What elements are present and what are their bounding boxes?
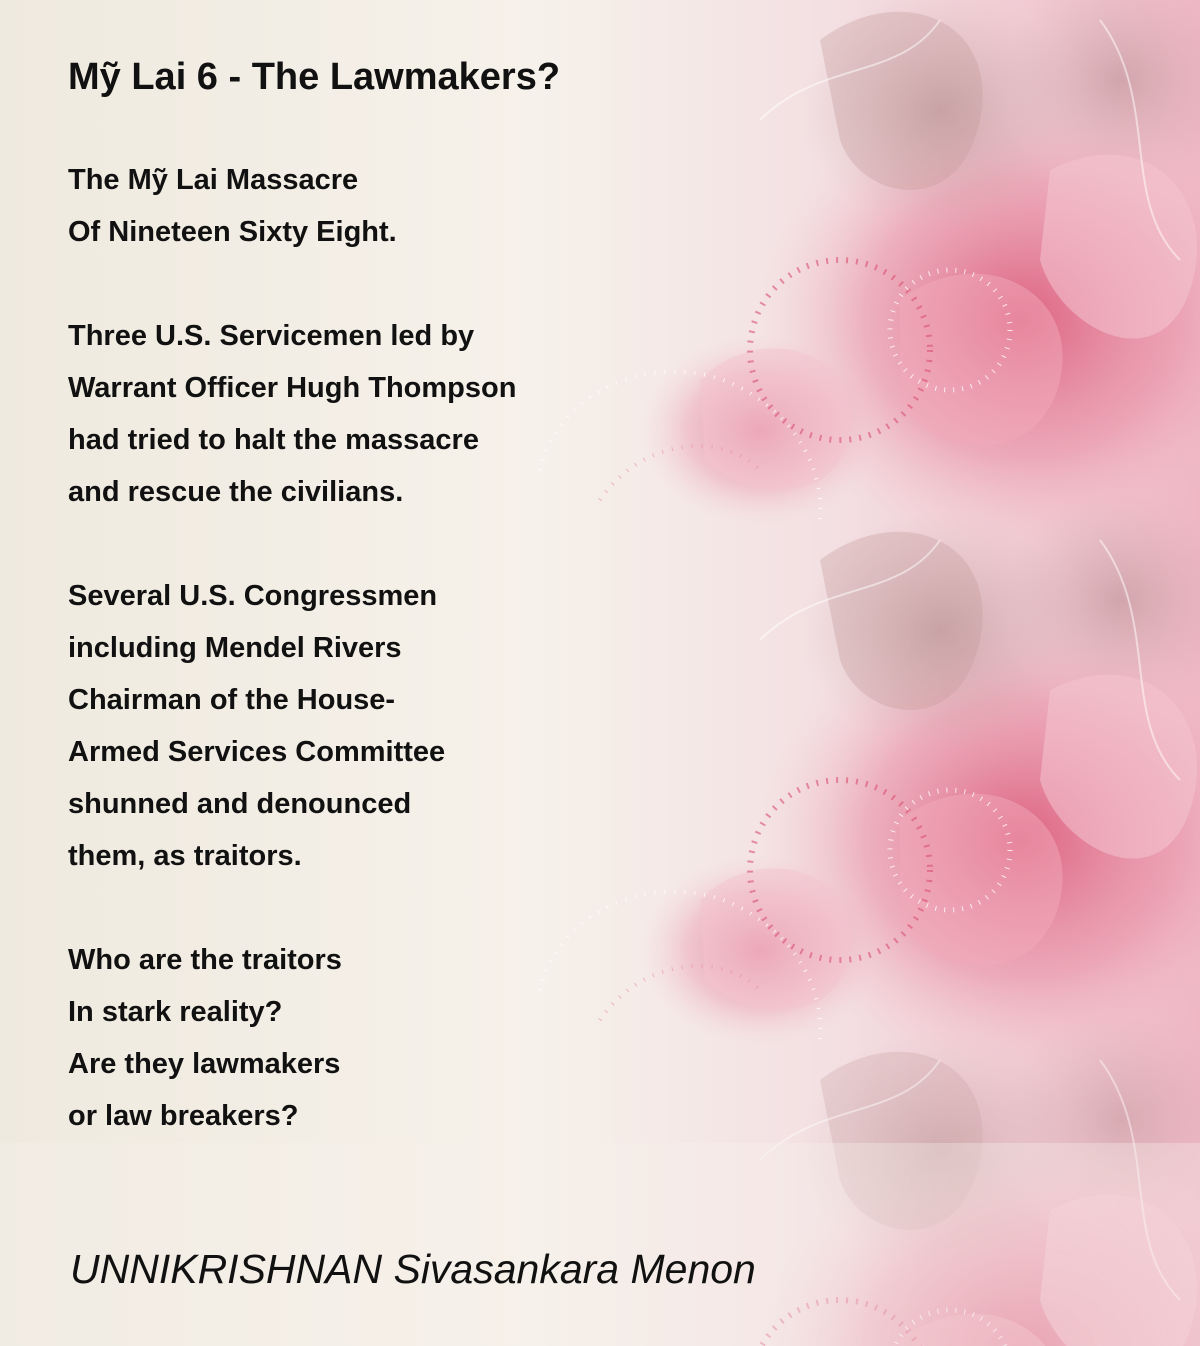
poem-title: Mỹ Lai 6 - The Lawmakers?	[68, 56, 561, 98]
poem-line: Chairman of the House-	[68, 684, 396, 716]
poem-line: or law breakers?	[68, 1100, 299, 1132]
poem-line: them, as traitors.	[68, 840, 302, 872]
poem-line: Who are the traitors	[68, 944, 342, 976]
poem-line: shunned and denounced	[68, 788, 412, 820]
poem-line: Warrant Officer Hugh Thompson	[68, 372, 517, 404]
poem-line: had tried to halt the massacre	[68, 424, 479, 456]
poem-line: The Mỹ Lai Massacre	[68, 164, 359, 196]
stanza-break	[68, 518, 708, 570]
poem-line: including Mendel Rivers	[68, 632, 402, 664]
poem-line: In stark reality?	[68, 996, 283, 1028]
poem-line: Armed Services Committee	[68, 736, 446, 768]
stanza-break	[68, 258, 708, 310]
poem-line: Are they lawmakers	[68, 1048, 341, 1080]
poem-line: Several U.S. Congressmen	[68, 580, 438, 612]
poem-body	[68, 154, 708, 1142]
poem-line: Of Nineteen Sixty Eight.	[68, 216, 397, 248]
poem-line: Three U.S. Servicemen led by	[68, 320, 475, 352]
poem-line: and rescue the civilians.	[68, 476, 404, 508]
poem-author: UNNIKRISHNAN Sivasankara Menon	[70, 1246, 756, 1292]
stanza-break	[68, 882, 708, 934]
